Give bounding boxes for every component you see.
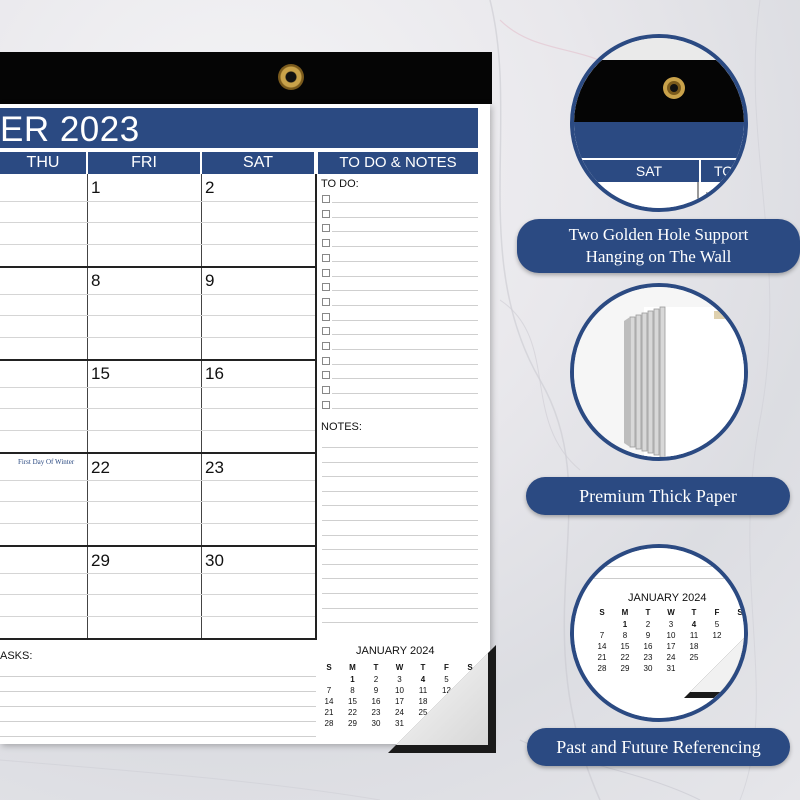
notes-line	[322, 476, 478, 477]
golden-grommet-icon	[278, 64, 304, 90]
todo-checkbox	[322, 254, 330, 262]
mini-day: 22	[348, 708, 357, 717]
hanging-bar	[0, 52, 492, 104]
day-number: 8	[91, 271, 101, 290]
mini-day: 3	[397, 675, 402, 684]
mini-day: 29	[620, 664, 630, 673]
holiday-label: First Day Of Winter	[18, 458, 75, 466]
todo-line	[332, 261, 478, 262]
mini-day: 18	[418, 697, 428, 706]
week-divider	[0, 545, 316, 547]
tasks-line	[0, 676, 316, 677]
mini-day: 7	[326, 686, 332, 695]
todo-checkbox	[322, 298, 330, 306]
mini-weekday-header: T	[373, 663, 379, 672]
referencing-mini-title: JANUARY 2024	[628, 592, 707, 604]
mini-day: 11	[418, 686, 428, 695]
notes-line	[322, 564, 478, 565]
mini-day: 9	[373, 686, 379, 695]
notes-line	[322, 549, 478, 550]
writing-line	[0, 573, 315, 574]
day-number: 9	[205, 271, 215, 290]
todo-line	[332, 378, 478, 379]
todo-line	[332, 290, 478, 291]
tasks-label: ASKS:	[0, 650, 33, 662]
notes-line	[322, 462, 478, 463]
month-title: ER 2023	[0, 110, 140, 149]
mini-day: 16	[371, 697, 381, 706]
hole-caption	[517, 219, 800, 273]
writing-line	[0, 408, 315, 409]
writing-line	[0, 430, 315, 431]
notes-line	[322, 447, 478, 448]
notes-line	[322, 593, 478, 594]
mini-day: 28	[597, 664, 607, 673]
hole-caption-line2: Hanging on The Wall	[585, 247, 732, 266]
week-divider	[0, 452, 316, 454]
notes-line	[322, 505, 478, 506]
day-number: 15	[91, 364, 110, 383]
mini-day: 28	[324, 719, 334, 728]
mini-day: 30	[371, 719, 381, 728]
mini-day: 8	[622, 631, 628, 640]
hole-zoom-illustration	[574, 38, 744, 208]
writing-line	[0, 523, 315, 524]
mini-weekday-header: W	[395, 663, 404, 672]
mini-weekday-header: S	[326, 663, 332, 672]
mini-day: 4	[420, 675, 426, 684]
mini-day: 3	[668, 620, 674, 629]
todo-line	[332, 246, 478, 247]
zoom-todo-header: TO	[714, 163, 734, 179]
day-number: 22	[91, 458, 110, 477]
mini-day: 12	[442, 686, 451, 695]
writing-line	[0, 594, 315, 595]
todo-checkbox	[322, 313, 330, 321]
week-divider	[0, 266, 316, 268]
referencing-mini-page	[574, 548, 744, 718]
tasks-line	[0, 706, 316, 707]
mini-day: 31	[395, 719, 404, 728]
mini-day: 23	[643, 653, 653, 662]
mini-day: 24	[666, 653, 676, 662]
mini-day: 1	[622, 620, 628, 629]
todo-checkbox	[322, 210, 330, 218]
mini-day: 31	[666, 664, 676, 673]
day-number: 29	[91, 551, 110, 570]
notes-line	[322, 535, 478, 536]
notes-line	[322, 491, 478, 492]
mini-weekday-header: F	[444, 663, 449, 672]
mini-day: 15	[348, 697, 357, 706]
paper-stack-illustration	[574, 287, 744, 457]
todo-line	[332, 320, 478, 321]
referencing-zoom-badge	[570, 544, 748, 722]
todo-checkbox	[322, 357, 330, 365]
mini-weekday-header: F	[714, 608, 720, 617]
mini-day: 17	[666, 642, 676, 651]
mini-day: 30	[643, 664, 653, 673]
notes-line	[322, 578, 478, 579]
writing-line	[0, 501, 315, 502]
mini-day: 10	[395, 686, 404, 695]
week-divider	[0, 638, 316, 640]
todo-checkbox	[322, 386, 330, 394]
day-number: 16	[205, 364, 224, 383]
day-number: 2	[205, 178, 215, 197]
writing-line	[0, 387, 315, 388]
mini-day: 17	[395, 697, 404, 706]
mini-day: 5	[714, 620, 720, 629]
mini-day: 9	[645, 631, 651, 640]
mini-day: 12	[712, 631, 722, 640]
todo-checkbox	[322, 342, 330, 350]
mini-day: 15	[620, 642, 630, 651]
todo-checkbox	[322, 327, 330, 335]
month-title-banner	[0, 108, 478, 148]
mini-day: 2	[373, 675, 379, 684]
mini-calendar-title: JANUARY 2024	[356, 645, 435, 657]
mini-day: 7	[599, 631, 605, 640]
mini-day: 8	[350, 686, 355, 695]
todo-checkbox	[322, 401, 330, 409]
mini-weekday-header: M	[621, 608, 629, 617]
mini-day: 22	[620, 653, 630, 662]
todo-line	[332, 231, 478, 232]
mini-day: 21	[324, 708, 334, 717]
todo-line	[332, 276, 478, 277]
tasks-line	[0, 721, 316, 722]
writing-line	[0, 337, 315, 338]
zoom-sat-header: SAT	[635, 163, 663, 179]
writing-line	[574, 566, 744, 567]
todo-checkbox	[322, 371, 330, 379]
writing-line	[0, 201, 315, 202]
mini-day: 25	[689, 653, 699, 662]
mini-weekday-header: S	[467, 663, 473, 672]
mini-day: 14	[597, 642, 607, 651]
todo-line	[332, 202, 478, 203]
writing-line	[0, 244, 315, 245]
todo-line	[332, 393, 478, 394]
hole-zoom-badge	[570, 34, 748, 212]
dow-fri: FRI	[88, 152, 200, 174]
dow-sat: SAT	[202, 152, 314, 174]
todo-notes-header: TO DO & NOTES	[318, 152, 478, 174]
notes-label: NOTES:	[321, 421, 362, 433]
mini-day: 21	[597, 653, 607, 662]
mini-day: 18	[689, 642, 699, 651]
paper-zoom-badge	[570, 283, 748, 461]
todo-line	[332, 217, 478, 218]
writing-line	[574, 578, 744, 579]
todo-line	[332, 334, 478, 335]
todo-checkbox	[322, 239, 330, 247]
mini-day: 25	[418, 708, 428, 717]
mini-weekday-header: T	[420, 663, 426, 672]
mini-day: 10	[666, 631, 676, 640]
zoom-todo-cell: TO	[706, 191, 722, 203]
todo-checkbox	[322, 224, 330, 232]
todo-line	[332, 364, 478, 365]
mini-weekday-header: M	[349, 663, 356, 672]
mini-day: 5	[444, 675, 449, 684]
dow-thu: THU	[0, 152, 86, 174]
mini-day: 29	[348, 719, 357, 728]
notes-line	[322, 622, 478, 623]
mini-day: 4	[691, 620, 697, 629]
mini-weekday-header: S	[599, 608, 605, 617]
mini-day: 1	[350, 675, 355, 684]
todo-checkbox	[322, 195, 330, 203]
day-number: 23	[205, 458, 224, 477]
todo-checkbox	[322, 283, 330, 291]
writing-line	[0, 616, 315, 617]
notes-line	[322, 520, 478, 521]
mini-day: 2	[645, 620, 651, 629]
mini-day: 14	[324, 697, 334, 706]
week-divider	[0, 359, 316, 361]
writing-line	[0, 222, 315, 223]
todo-line	[332, 305, 478, 306]
paper-caption: Premium Thick Paper	[526, 477, 790, 515]
mini-day: 24	[395, 708, 404, 717]
writing-line	[0, 480, 315, 481]
corner-protector-icon	[388, 645, 496, 753]
grid-divider	[315, 174, 317, 640]
mini-day: 11	[689, 631, 699, 640]
tasks-line	[0, 691, 316, 692]
mini-weekday-header: W	[667, 608, 675, 617]
mini-weekday-header: T	[691, 608, 697, 617]
todo-line	[332, 349, 478, 350]
writing-line	[0, 294, 315, 295]
hole-caption-line1: Two Golden Hole Support	[568, 225, 749, 244]
todo-checkbox	[322, 269, 330, 277]
referencing-corner-icon	[664, 628, 748, 718]
notes-line	[322, 608, 478, 609]
todo-line	[332, 408, 478, 409]
mini-weekday-header: T	[645, 608, 651, 617]
day-number: 30	[205, 551, 224, 570]
day-number: 1	[91, 178, 101, 197]
mini-day: 23	[371, 708, 381, 717]
mini-weekday-header: S	[737, 608, 743, 617]
writing-line	[0, 315, 315, 316]
tasks-line	[0, 736, 316, 737]
referencing-caption: Past and Future Referencing	[527, 728, 790, 766]
mini-day: 16	[643, 642, 653, 651]
todo-label: TO DO:	[321, 178, 359, 190]
